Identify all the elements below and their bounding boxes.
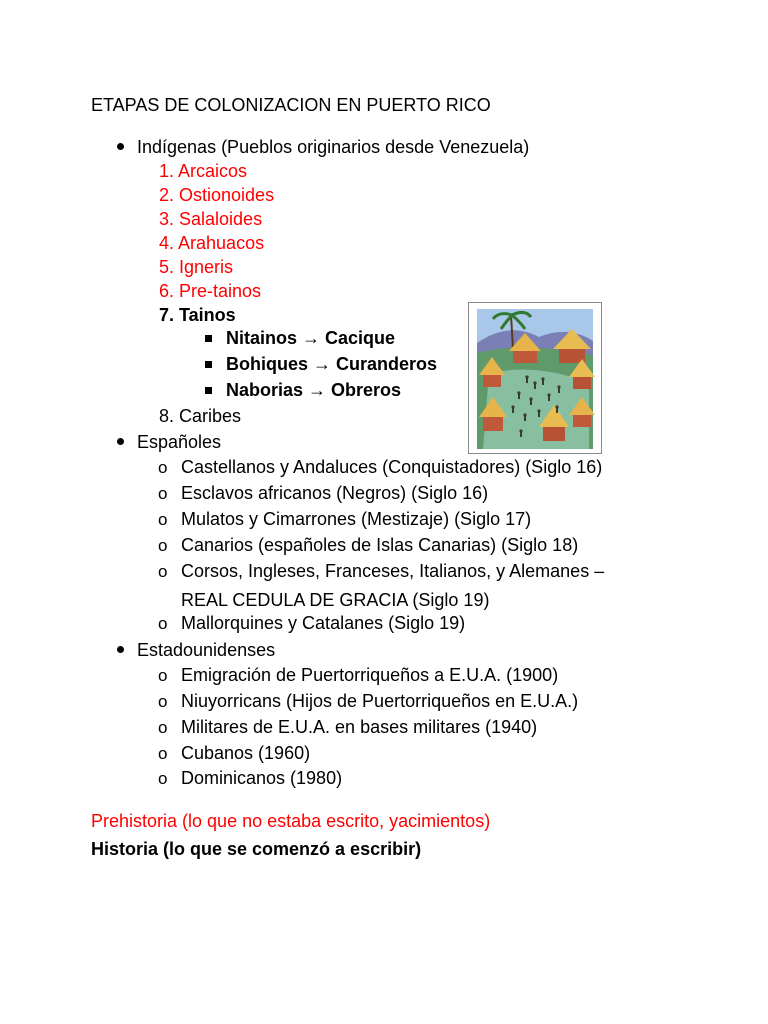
bullet-dot (117, 143, 124, 150)
list-item-castellanos: Castellanos y Andaluces (Conquistadores) (Siglo 16) (181, 457, 603, 477)
bullet-circle: o (158, 510, 168, 529)
bullet-circle: o (158, 484, 168, 503)
list-item-real-cedula: REAL CEDULA DE GRACIA (Siglo 19) (181, 590, 490, 610)
document-title: ETAPAS DE COLONIZACION EN PUERTO RICO (91, 95, 491, 115)
list-item-canarios: Canarios (españoles de Islas Canarias) (Siglo 18) (181, 535, 579, 555)
list-item-igneris: 5. Igneris (159, 257, 234, 277)
list-item-niuyorricans: Niuyorricans (Hijos de Puertorriqueños en E.U.A.) (181, 691, 579, 711)
bullet-circle: o (158, 744, 168, 763)
list-item-cubanos: Cubanos (1960) (181, 743, 311, 763)
bullet-circle: o (158, 614, 168, 633)
list-item-dominicanos: Dominicanos (1980) (181, 768, 343, 788)
list-item-militares: Militares de E.U.A. en bases militares (1940) (181, 717, 538, 737)
bullet-circle: o (158, 718, 168, 737)
taino-class-naborias: Naborias → Obreros (226, 380, 402, 400)
bullet-square (205, 335, 212, 342)
list-item-pre-tainos: 6. Pre-tainos (159, 281, 262, 301)
historia-definition: Historia (lo que se comenzó a escribir) (91, 839, 422, 859)
bullet-dot (117, 646, 124, 653)
list-item-ostionoides: 2. Ostionoides (159, 185, 275, 205)
taino-village-illustration (468, 302, 602, 454)
list-item-arahuacos: 4. Arahuacos (159, 233, 265, 253)
bullet-square (205, 387, 212, 394)
prehistoria-definition: Prehistoria (lo que no estaba escrito, yacimientos) (91, 811, 491, 831)
list-item-esclavos: Esclavos africanos (Negros) (Siglo 16) (181, 483, 489, 503)
taino-class-bohiques: Bohiques → Curanderos (226, 354, 438, 374)
list-item-mulatos: Mulatos y Cimarrones (Mestizaje) (Siglo 17) (181, 509, 532, 529)
list-item-emigracion: Emigración de Puertorriqueños a E.U.A. (1900) (181, 665, 559, 685)
list-item-corsos: Corsos, Ingleses, Franceses, Italianos, y Alemanes – (181, 561, 605, 581)
section-espanoles-label: Españoles (137, 432, 222, 452)
bullet-circle: o (158, 562, 168, 581)
bullet-circle: o (158, 536, 168, 555)
list-item-mallorquines: Mallorquines y Catalanes (Siglo 19) (181, 613, 466, 633)
section-indigenas-label: Indígenas (Pueblos originarios desde Venezuela) (137, 137, 530, 157)
bullet-square (205, 361, 212, 368)
bullet-circle: o (158, 458, 168, 477)
list-item-tainos: 7. Tainos (159, 305, 236, 325)
taino-class-nitainos: Nitainos → Cacique (226, 328, 396, 348)
list-item-arcaicos: 1. Arcaicos (159, 161, 248, 181)
bullet-dot (117, 438, 124, 445)
bullet-circle: o (158, 666, 168, 685)
bullet-circle: o (158, 692, 168, 711)
bullet-circle: o (158, 769, 168, 788)
list-item-caribes: 8. Caribes (159, 406, 242, 426)
section-estadounidenses-label: Estadounidenses (137, 640, 276, 660)
taino-village-drawing (469, 303, 601, 453)
list-item-salaloides: 3. Salaloides (159, 209, 263, 229)
